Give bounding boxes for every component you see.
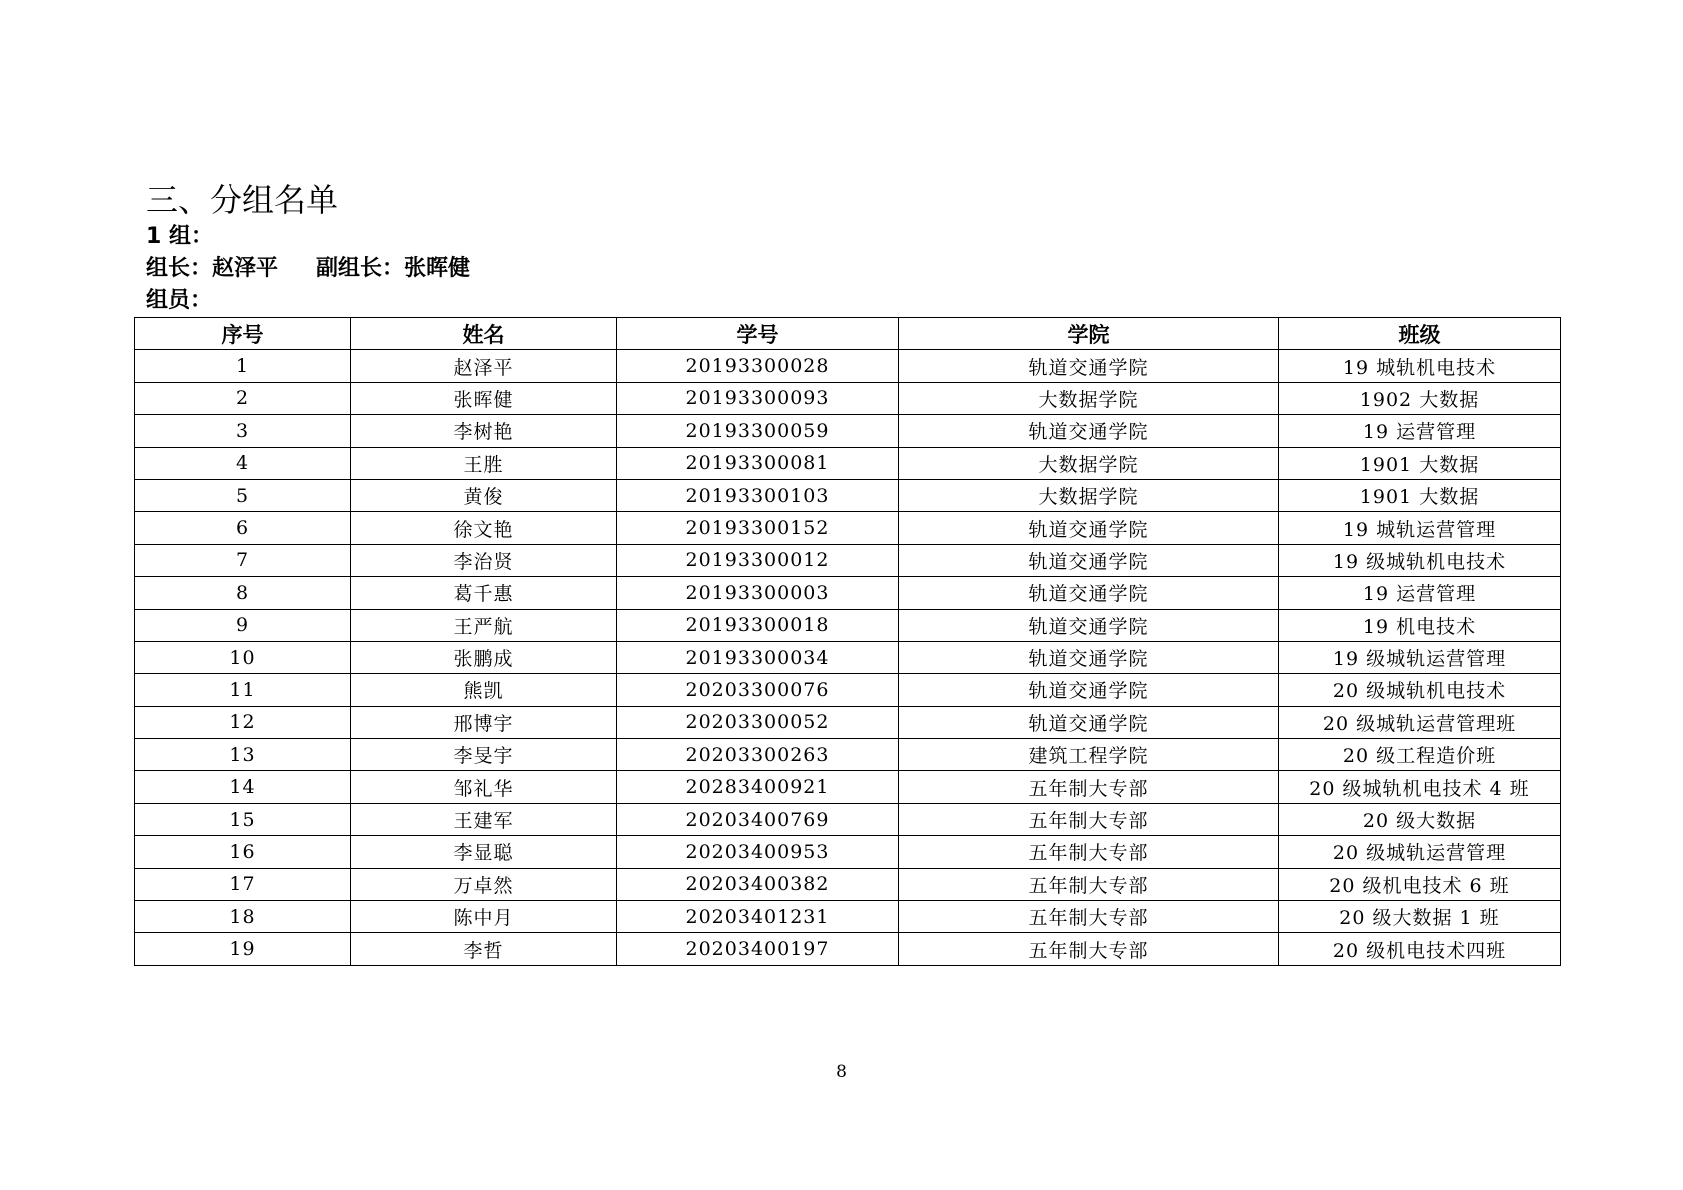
- cell-class: 1901 大数据: [1279, 447, 1561, 479]
- cell-student-id: 20193300012: [617, 544, 899, 576]
- cell-index: 9: [135, 609, 351, 641]
- cell-college: 轨道交通学院: [899, 674, 1279, 706]
- cell-name: 张鹏成: [351, 641, 617, 673]
- cell-name: 赵泽平: [351, 350, 617, 382]
- cell-student-id: 20193300081: [617, 447, 899, 479]
- cell-name: 李旻宇: [351, 739, 617, 771]
- cell-name: 熊凯: [351, 674, 617, 706]
- deputy-leader-name: 张晖健: [404, 256, 471, 281]
- cell-name: 王严航: [351, 609, 617, 641]
- cell-college: 五年制大专部: [899, 901, 1279, 933]
- cell-class: 20 级工程造价班: [1279, 739, 1561, 771]
- cell-class: 19 级城轨运营管理: [1279, 641, 1561, 673]
- cell-class: 19 城轨机电技术: [1279, 350, 1561, 382]
- table-row: [135, 382, 1561, 414]
- cell-college: 大数据学院: [899, 382, 1279, 414]
- table-row: [135, 739, 1561, 771]
- table-row: [135, 544, 1561, 576]
- member-table: [134, 317, 1561, 966]
- cell-class: 20 级机电技术 6 班: [1279, 868, 1561, 900]
- header-class: 班级: [1279, 318, 1561, 350]
- cell-index: 17: [135, 868, 351, 900]
- cell-college: 五年制大专部: [899, 868, 1279, 900]
- cell-class: 1902 大数据: [1279, 382, 1561, 414]
- cell-index: 7: [135, 544, 351, 576]
- cell-college: 轨道交通学院: [899, 350, 1279, 382]
- cell-name: 李治贤: [351, 544, 617, 576]
- cell-name: 邹礼华: [351, 771, 617, 803]
- table-row: [135, 901, 1561, 933]
- header-name: 姓名: [351, 318, 617, 350]
- cell-index: 2: [135, 382, 351, 414]
- cell-index: 18: [135, 901, 351, 933]
- cell-name: 黄俊: [351, 479, 617, 511]
- cell-class: 19 城轨运营管理: [1279, 512, 1561, 544]
- cell-class: 20 级城轨机电技术: [1279, 674, 1561, 706]
- header-index: 序号: [135, 318, 351, 350]
- cell-student-id: 20193300003: [617, 577, 899, 609]
- cell-college: 轨道交通学院: [899, 609, 1279, 641]
- table-row: [135, 933, 1561, 965]
- page-number: 8: [836, 1062, 847, 1082]
- cell-college: 大数据学院: [899, 447, 1279, 479]
- table-body: [135, 350, 1561, 965]
- cell-class: 20 级城轨运营管理: [1279, 836, 1561, 868]
- cell-college: 五年制大专部: [899, 771, 1279, 803]
- leader-label: 组长：: [146, 256, 213, 281]
- cell-index: 6: [135, 512, 351, 544]
- table-row: [135, 577, 1561, 609]
- cell-index: 10: [135, 641, 351, 673]
- table-row: [135, 641, 1561, 673]
- group-label: 1 组：: [146, 224, 213, 249]
- cell-student-id: 20203400382: [617, 868, 899, 900]
- cell-name: 李树艳: [351, 415, 617, 447]
- table-row: [135, 609, 1561, 641]
- cell-index: 15: [135, 803, 351, 835]
- cell-college: 五年制大专部: [899, 933, 1279, 965]
- table-header-row: [135, 318, 1561, 350]
- cell-class: 20 级大数据: [1279, 803, 1561, 835]
- deputy-leader-label: 副组长：: [316, 256, 405, 281]
- cell-name: 王胜: [351, 447, 617, 479]
- cell-college: 轨道交通学院: [899, 544, 1279, 576]
- cell-index: 16: [135, 836, 351, 868]
- cell-name: 万卓然: [351, 868, 617, 900]
- cell-class: 19 级城轨机电技术: [1279, 544, 1561, 576]
- cell-college: 建筑工程学院: [899, 739, 1279, 771]
- cell-class: 20 级城轨运营管理班: [1279, 706, 1561, 738]
- cell-index: 14: [135, 771, 351, 803]
- table-row: [135, 350, 1561, 382]
- cell-student-id: 20203300263: [617, 739, 899, 771]
- cell-class: 20 级机电技术四班: [1279, 933, 1561, 965]
- cell-student-id: 20193300152: [617, 512, 899, 544]
- table-row: [135, 415, 1561, 447]
- members-label: 组员：: [146, 288, 213, 313]
- cell-student-id: 20203400769: [617, 803, 899, 835]
- table-row: [135, 479, 1561, 511]
- table-row: [135, 706, 1561, 738]
- cell-college: 轨道交通学院: [899, 577, 1279, 609]
- header-college: 学院: [899, 318, 1279, 350]
- cell-name: 徐文艳: [351, 512, 617, 544]
- table-row: [135, 771, 1561, 803]
- cell-name: 李哲: [351, 933, 617, 965]
- cell-name: 李显聪: [351, 836, 617, 868]
- cell-student-id: 20203401231: [617, 901, 899, 933]
- cell-student-id: 20193300103: [617, 479, 899, 511]
- cell-student-id: 20203400953: [617, 836, 899, 868]
- cell-college: 轨道交通学院: [899, 512, 1279, 544]
- table-row: [135, 447, 1561, 479]
- cell-student-id: 20193300034: [617, 641, 899, 673]
- cell-index: 8: [135, 577, 351, 609]
- cell-index: 4: [135, 447, 351, 479]
- cell-class: 19 运营管理: [1279, 577, 1561, 609]
- header-student-id: 学号: [617, 318, 899, 350]
- cell-index: 11: [135, 674, 351, 706]
- cell-college: 五年制大专部: [899, 836, 1279, 868]
- cell-student-id: 20193300093: [617, 382, 899, 414]
- leader-name: 赵泽平: [212, 256, 279, 281]
- cell-student-id: 20283400921: [617, 771, 899, 803]
- cell-class: 20 级城轨机电技术 4 班: [1279, 771, 1561, 803]
- cell-college: 轨道交通学院: [899, 641, 1279, 673]
- cell-index: 19: [135, 933, 351, 965]
- cell-name: 张晖健: [351, 382, 617, 414]
- cell-college: 轨道交通学院: [899, 415, 1279, 447]
- cell-name: 葛千惠: [351, 577, 617, 609]
- cell-name: 王建军: [351, 803, 617, 835]
- cell-class: 1901 大数据: [1279, 479, 1561, 511]
- table-row: [135, 803, 1561, 835]
- group-leaders: [146, 255, 470, 283]
- table-row: [135, 512, 1561, 544]
- cell-name: 邢博宇: [351, 706, 617, 738]
- cell-student-id: 20203300076: [617, 674, 899, 706]
- cell-index: 13: [135, 739, 351, 771]
- cell-index: 1: [135, 350, 351, 382]
- cell-student-id: 20193300028: [617, 350, 899, 382]
- cell-class: 19 机电技术: [1279, 609, 1561, 641]
- cell-college: 五年制大专部: [899, 803, 1279, 835]
- cell-student-id: 20203400197: [617, 933, 899, 965]
- section-title: 三、分组名单: [146, 181, 339, 219]
- cell-student-id: 20193300059: [617, 415, 899, 447]
- table-row: [135, 868, 1561, 900]
- table-row: [135, 674, 1561, 706]
- cell-index: 3: [135, 415, 351, 447]
- cell-class: 19 运营管理: [1279, 415, 1561, 447]
- cell-name: 陈中月: [351, 901, 617, 933]
- cell-class: 20 级大数据 1 班: [1279, 901, 1561, 933]
- cell-index: 5: [135, 479, 351, 511]
- cell-college: 大数据学院: [899, 479, 1279, 511]
- cell-college: 轨道交通学院: [899, 706, 1279, 738]
- cell-student-id: 20193300018: [617, 609, 899, 641]
- cell-index: 12: [135, 706, 351, 738]
- cell-student-id: 20203300052: [617, 706, 899, 738]
- table-row: [135, 836, 1561, 868]
